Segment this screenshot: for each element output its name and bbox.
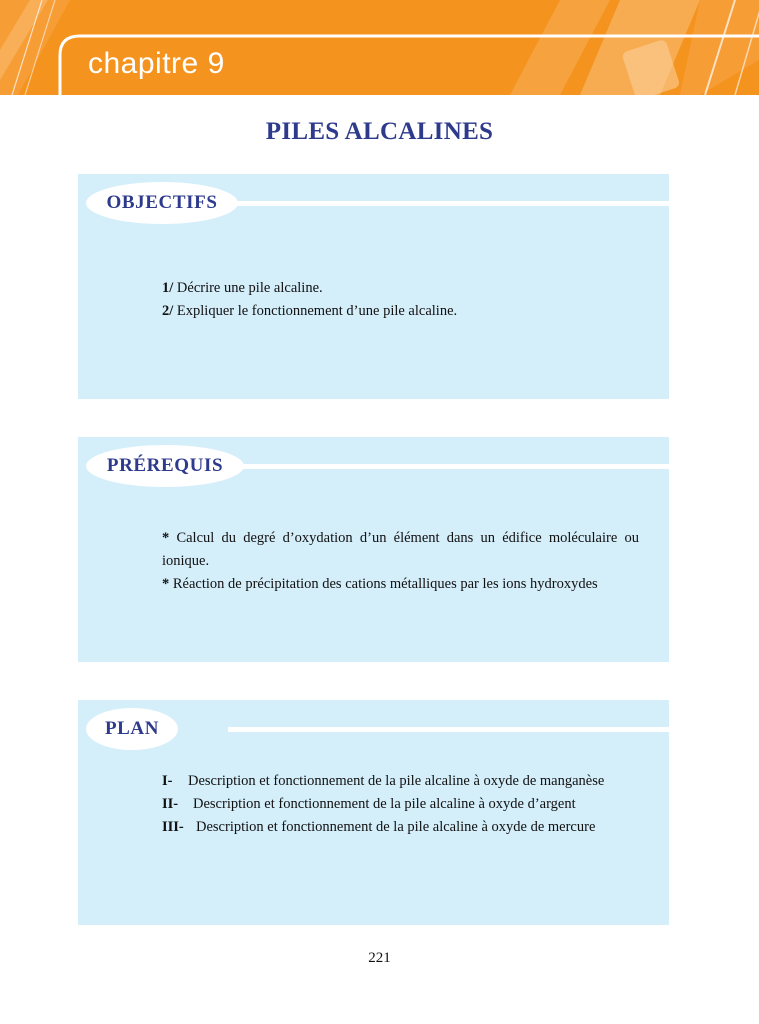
list-item (162, 573, 639, 596)
plan-list (162, 770, 649, 839)
item-text: Expliquer le fonctionnement d’une pile alcaline. (173, 303, 458, 319)
prerequis-heading-pill (86, 445, 244, 487)
item-number: III- (162, 819, 184, 835)
list-item (162, 300, 639, 323)
chapter-banner (0, 0, 759, 95)
list-item (162, 770, 649, 793)
objectifs-heading-pill (86, 182, 238, 224)
item-bullet: * (162, 530, 170, 546)
item-number: 2/ (162, 303, 174, 319)
chapter-label: chapitre 9 (88, 47, 225, 80)
list-item (162, 277, 639, 300)
page-title: PILES ALCALINES (265, 118, 494, 145)
prerequis-section (78, 437, 669, 662)
objectifs-list (162, 277, 639, 323)
item-text: Calcul du degré d’oxydation d’un élément dans un édifice moléculaire ou ionique. (162, 530, 639, 569)
page-number: 221 (368, 950, 391, 966)
item-number: I- (162, 773, 173, 789)
plan-heading-pill (86, 708, 178, 750)
prerequis-heading: PRÉREQUIS (106, 455, 224, 476)
item-bullet: * (162, 576, 170, 592)
section-divider (228, 201, 669, 206)
plan-section (78, 700, 669, 925)
item-text: Décrire une pile alcaline. (173, 280, 323, 296)
item-number: II- (162, 796, 179, 812)
item-text: Description et fonctionnement de la pile alcaline à oxyde de manganèse (188, 773, 605, 789)
section-divider (228, 727, 669, 732)
item-number: 1/ (162, 280, 174, 296)
item-text: Description et fonctionnement de la pile alcaline à oxyde de mercure (196, 819, 596, 835)
item-text: Réaction de précipitation des cations métalliques par les ions hydroxydes (169, 576, 598, 592)
objectifs-heading: OBJECTIFS (106, 192, 218, 213)
section-divider (228, 464, 669, 469)
objectifs-section (78, 174, 669, 399)
item-text: Description et fonctionnement de la pile alcaline à oxyde d’argent (193, 796, 576, 812)
plan-heading: PLAN (104, 718, 160, 739)
prerequis-list (162, 527, 639, 596)
list-item (162, 793, 649, 816)
list-item (162, 527, 639, 573)
list-item (162, 816, 649, 839)
